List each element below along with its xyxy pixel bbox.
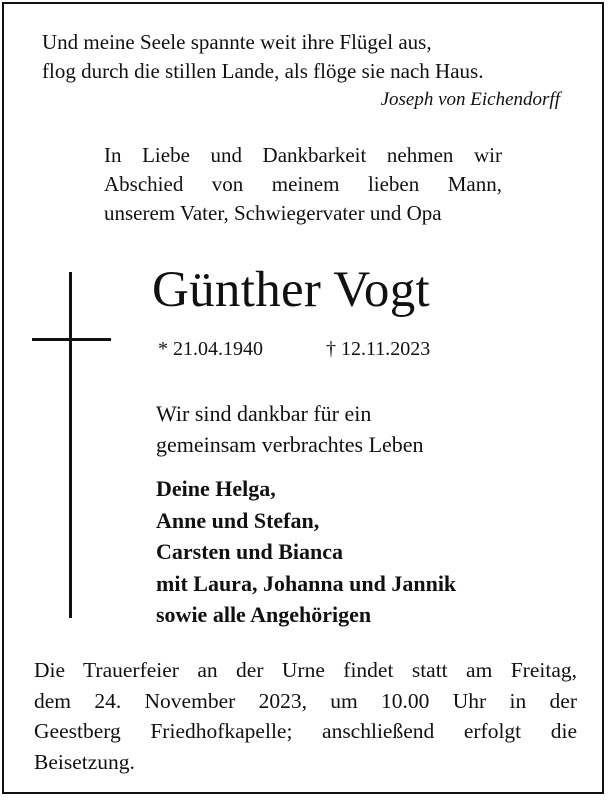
- life-dates: [158, 336, 431, 362]
- poem-line: Und meine Seele spannte weit ihre Flügel aus,: [42, 30, 432, 54]
- family-line: Carsten und Bianca: [156, 539, 344, 564]
- notice-line: Geestberg Friedhofkapelle; anschließend erfolgt die: [34, 719, 577, 743]
- poem-author: Joseph von Eichendorff: [380, 89, 560, 110]
- poem-line: flog durch die stillen Lande, als flöge sie nach Haus.: [42, 59, 484, 83]
- thanks-text: [156, 398, 424, 460]
- deceased-name: Günther Vogt: [152, 262, 430, 318]
- family-line: sowie alle Angehörigen: [156, 602, 372, 627]
- thanks-line: gemeinsam verbrachtes Leben: [156, 432, 424, 457]
- family-line: Deine Helga,: [156, 476, 276, 501]
- family-signatures: [156, 473, 456, 631]
- funeral-notice: [34, 655, 577, 777]
- notice-line: dem 24. November 2023, um 10.00 Uhr in der: [34, 688, 577, 713]
- notice-line: Die Trauerfeier an der Urne findet statt am Freitag,: [34, 658, 577, 682]
- family-line: Anne und Stefan,: [156, 507, 320, 533]
- intro-text: [104, 141, 502, 228]
- cross-icon: [69, 272, 72, 618]
- notice-line: Beisetzung.: [34, 749, 135, 774]
- birth-date: * 21.04.1940: [158, 338, 263, 360]
- intro-line: In Liebe und Dankbarkeit nehmen wir: [104, 143, 502, 167]
- intro-line: unserem Vater, Schwiegervater und Opa: [104, 201, 442, 225]
- cross-icon-bar: [32, 338, 111, 341]
- intro-line: Abschied von meinem lieben Mann,: [104, 172, 502, 196]
- death-date: † 12.11.2023: [326, 338, 431, 360]
- thanks-line: Wir sind dankbar für ein: [156, 401, 372, 426]
- poem-quote: [42, 28, 572, 86]
- family-line: mit Laura, Johanna und Jannik: [156, 570, 457, 596]
